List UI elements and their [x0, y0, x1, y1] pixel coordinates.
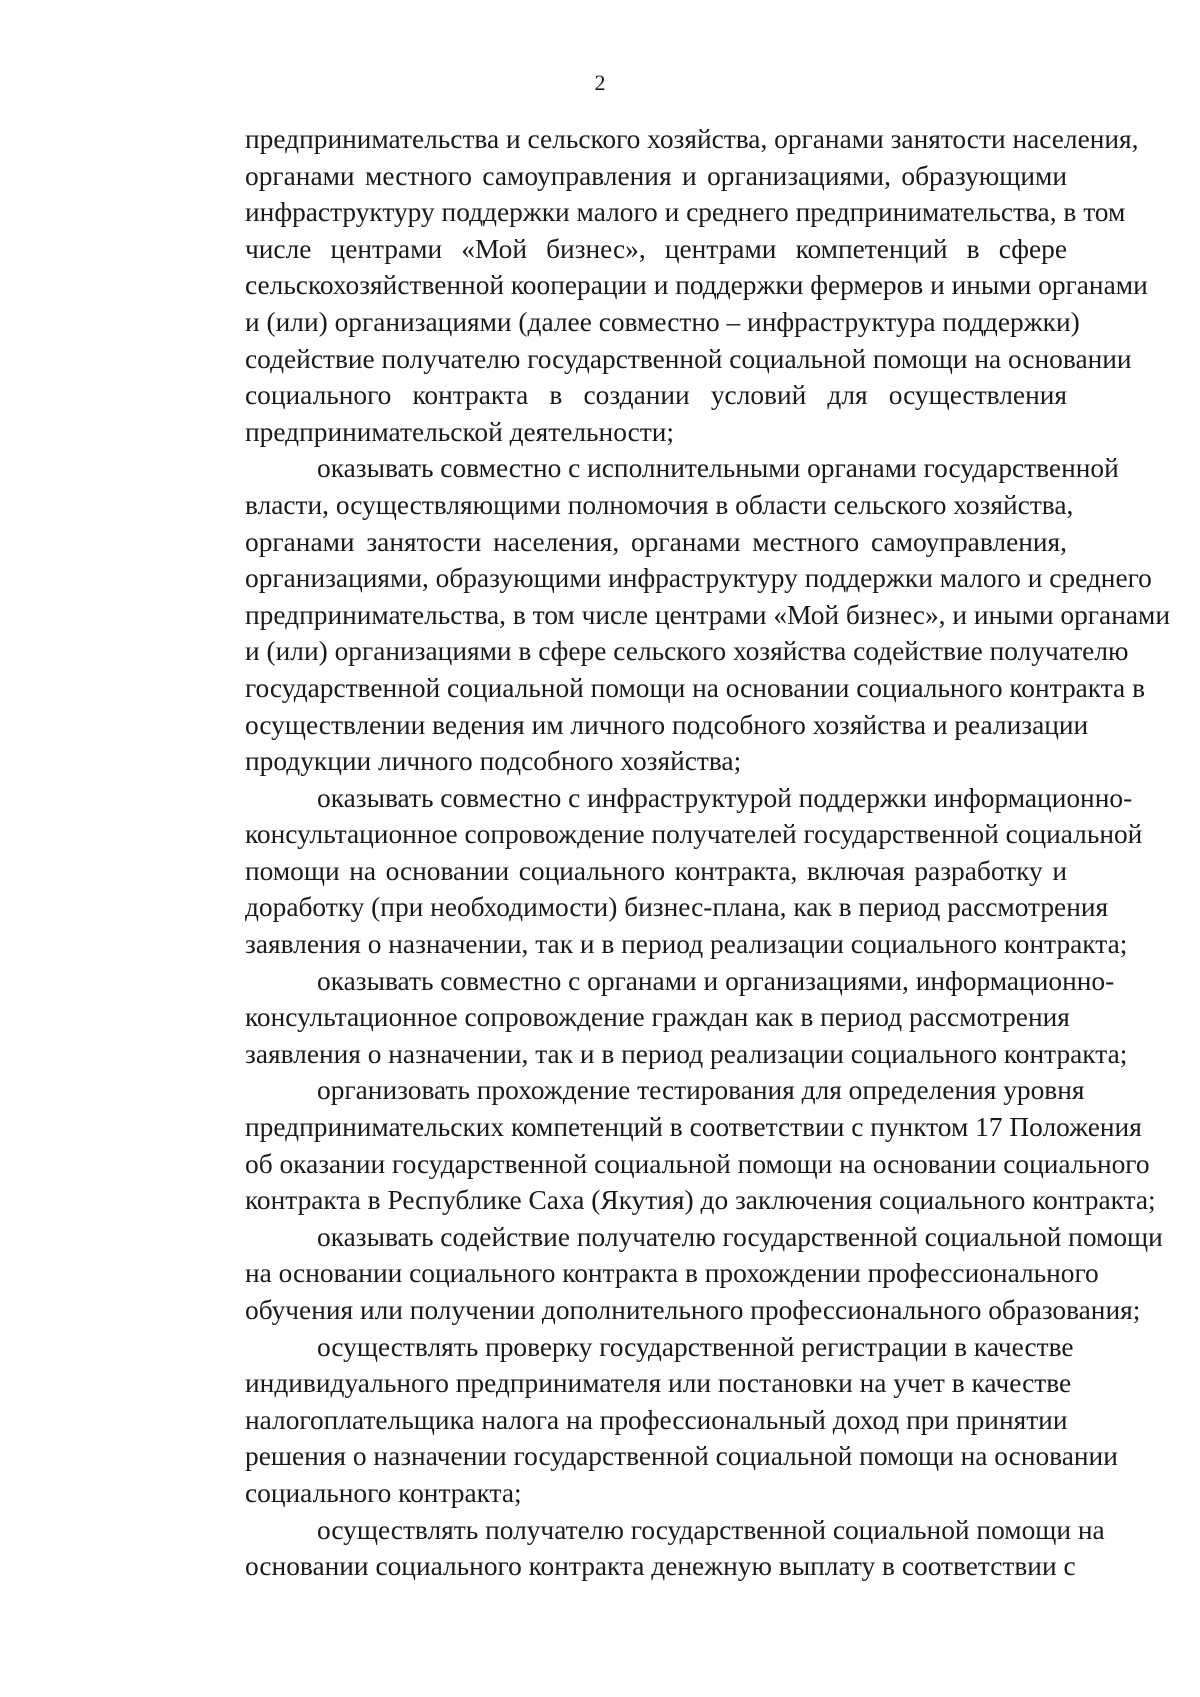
paragraph	[173, 1072, 1156, 1218]
text-line: индивидуального предпринимателя или постановки на учет в качестве	[245, 1368, 1072, 1399]
text-line: органами местного самоуправления и организациями, образующими	[245, 160, 1067, 191]
text-line: осуществлении ведения им личного подсобного хозяйства и реализации	[245, 709, 1089, 740]
text-line: предпринимательства, в том числе центрами «Мой бизнес», и иными органами	[245, 599, 1171, 630]
text-line: заявления о назначении, так и в период реализации социального контракта;	[245, 1038, 1128, 1069]
text-line: консультационное сопровождение получателей государственной социальной	[245, 819, 1143, 850]
text-line: заявления о назначении, так и в период реализации социального контракта;	[245, 929, 1128, 960]
text-line: продукции личного подсобного хозяйства;	[245, 746, 742, 777]
text-line: предпринимательства и сельского хозяйства, органами занятости населения,	[245, 124, 1139, 154]
text-line: предпринимательской деятельности;	[245, 416, 674, 447]
paragraph	[173, 780, 1143, 963]
text-line: помощи на основании социального контракта, включая разработку и	[245, 855, 1067, 886]
text-line: решения о назначении государственной социальной помощи на основании	[245, 1441, 1118, 1472]
text-line: консультационное сопровождение граждан как в период рассмотрения	[245, 1002, 1070, 1033]
text-line: оказывать совместно с инфраструктурой поддержки информационно-	[317, 782, 1133, 813]
text-line: власти, осуществляющими полномочия в области сельского хозяйства,	[245, 489, 1074, 520]
paragraph	[173, 963, 1128, 1073]
text-line: обучения или получении дополнительного профессионального образования;	[245, 1295, 1141, 1325]
text-line: органами занятости населения, органами местного самоуправления,	[245, 526, 1067, 557]
text-line: и (или) организациями (далее совместно – инфраструктура поддержки)	[245, 306, 1080, 337]
paragraph	[173, 121, 1148, 450]
text-line: на основании социального контракта в прохождении профессионального	[245, 1258, 1099, 1289]
text-line: основании социального контракта денежную выплату в соответствии с	[245, 1551, 1076, 1582]
text-line: оказывать содействие получателю государственной социальной помощи	[317, 1221, 1163, 1252]
text-line: организациями, образующими инфраструктуру поддержки малого и среднего	[245, 563, 1152, 594]
text-line: числе центрами «Мой бизнес», центрами компетенций в сфере	[245, 233, 1067, 264]
text-line: оказывать совместно с органами и организациями, информационно-	[317, 965, 1115, 996]
paragraph	[173, 1219, 1163, 1329]
text-line: осуществлять проверку государственной регистрации в качестве	[317, 1331, 1074, 1362]
text-line: социального контракта в создании условий для осуществления	[245, 380, 1067, 411]
document-body	[173, 121, 1171, 1585]
paragraph	[173, 1329, 1118, 1512]
paragraph	[173, 1512, 1105, 1585]
text-line: оказывать совместно с исполнительными органами государственной	[317, 453, 1119, 484]
text-line: доработку (при необходимости) бизнес-плана, как в период рассмотрения	[245, 892, 1109, 923]
text-line: инфраструктуру поддержки малого и среднего предпринимательства, в том	[245, 197, 1126, 228]
text-line: сельскохозяйственной кооперации и поддержки фермеров и иными органами	[245, 270, 1148, 301]
text-line: содействие получателю государственной социальной помощи на основании	[245, 343, 1132, 374]
text-line: организовать прохождение тестирования для определения уровня	[317, 1075, 1085, 1106]
text-line: об оказании государственной социальной помощи на основании социального	[245, 1148, 1150, 1179]
text-line: государственной социальной помощи на основании социального контракта в	[245, 672, 1145, 703]
text-line: предпринимательских компетенций в соответствии с пунктом 17 Положения	[245, 1112, 1142, 1143]
text-line: контракта в Республике Саха (Якутия) до заключения социального контракта;	[245, 1185, 1156, 1216]
text-line: налогоплательщика налога на профессиональный доход при принятии	[245, 1404, 1068, 1435]
page-number: 2	[594, 70, 606, 95]
paragraph	[173, 450, 1171, 779]
text-line: осуществлять получателю государственной социальной помощи на	[317, 1514, 1105, 1545]
text-line: и (или) организациями в сфере сельского хозяйства содействие получателю	[245, 636, 1129, 667]
text-line: социального контракта;	[245, 1477, 522, 1508]
